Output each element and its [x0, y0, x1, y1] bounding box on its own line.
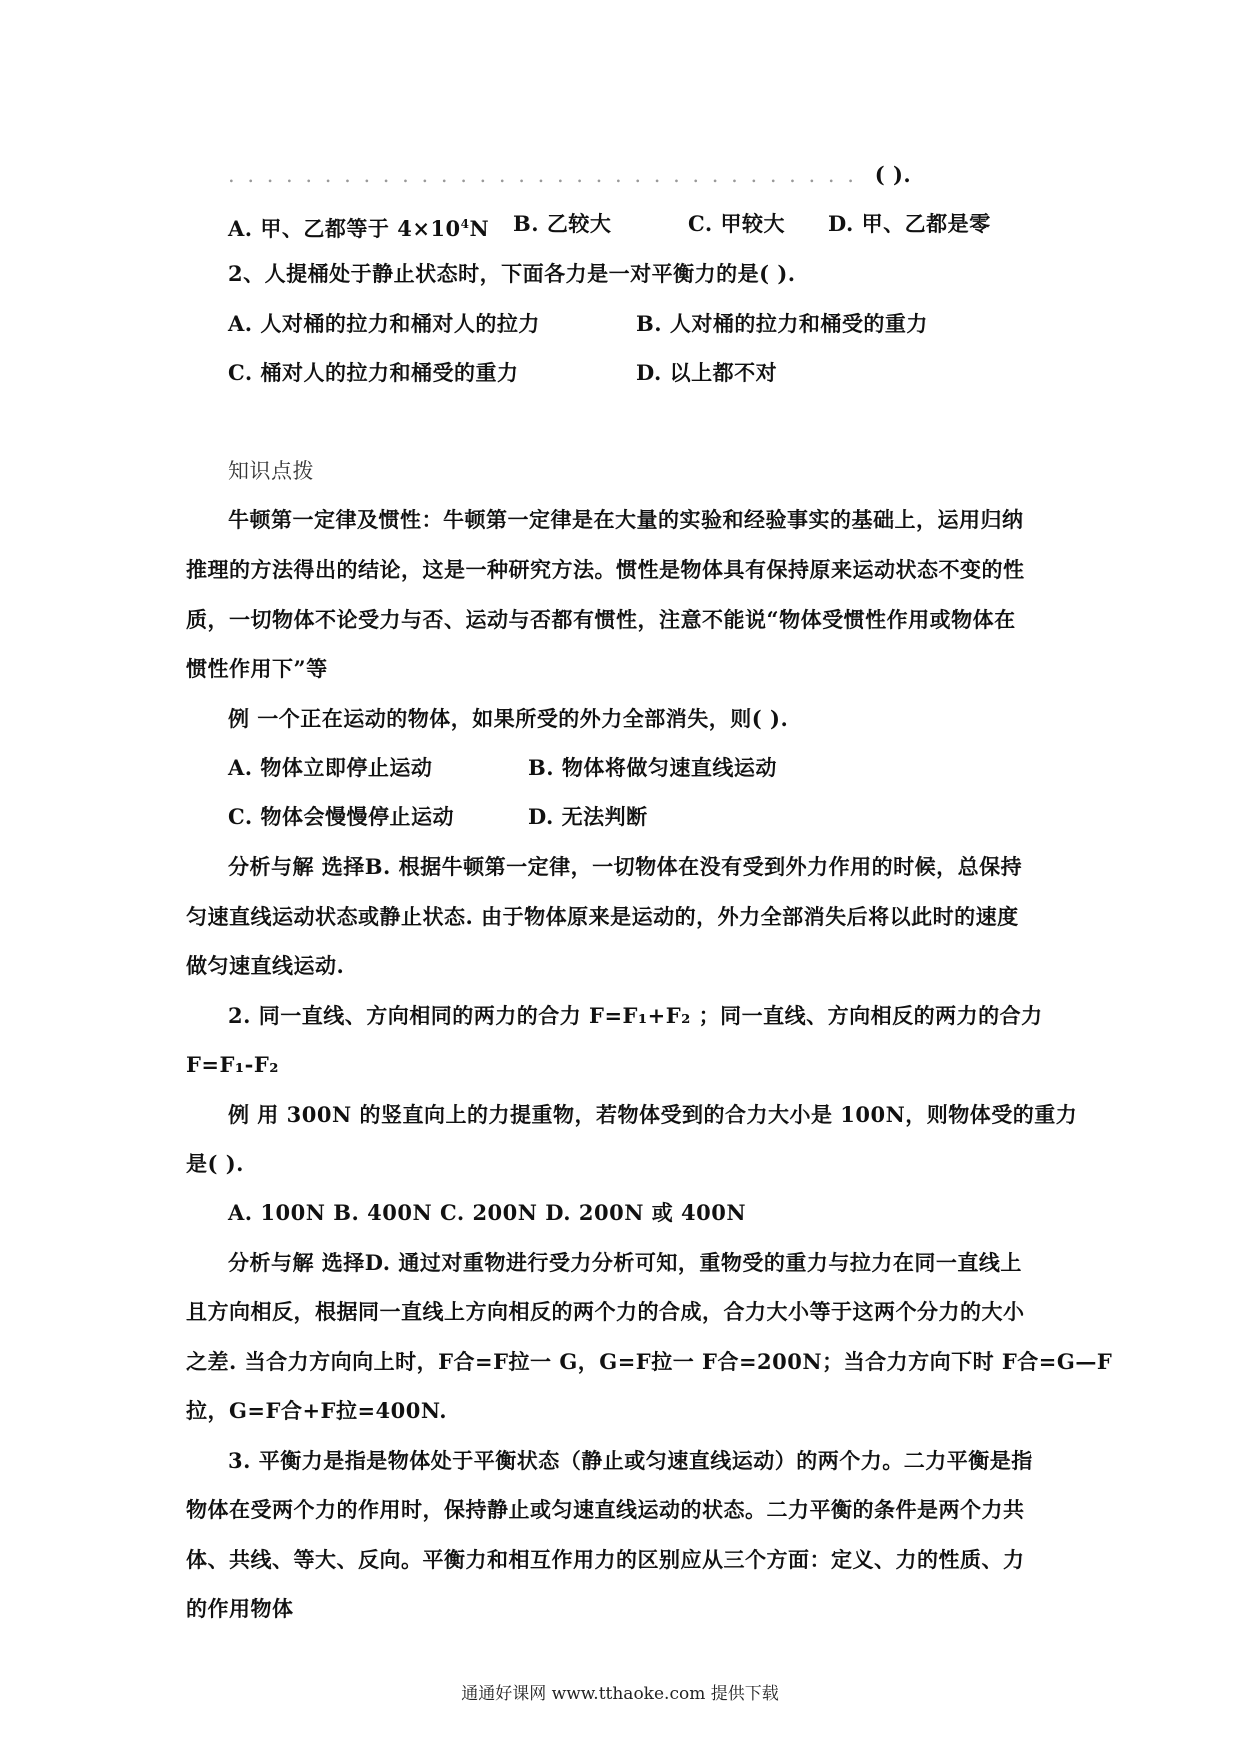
solution2-line3: 之差. 当合力方向向上时，F合=F拉一 G，G=F拉一 F合=200N；当合力方向下时 F合=G—F: [186, 1349, 1113, 1374]
option-d: D. 无法判断: [528, 804, 648, 829]
option-d: D. 以上都不对: [636, 360, 778, 385]
q1-options: [228, 209, 991, 244]
solution1-line1: 分析与解 选择B. 根据牛顿第一定律，一切物体在没有受到外力作用的时候，总保持: [228, 854, 1023, 879]
section-title: 知识点拨: [228, 459, 314, 483]
option-c: C. 物体会慢慢停止运动: [228, 804, 454, 829]
option-d: D. 甲、乙都是零: [828, 211, 991, 236]
para1-line4: 惯性作用下”等: [186, 656, 328, 681]
point2-line1: 2. 同一直线、方向相同的两力的合力 F=F₁+F₂ ；同一直线、方向相反的两力的合力: [228, 1003, 1043, 1028]
q2-stem: 2、人提桶处于静止状态时，下面各力是一对平衡力的是( ).: [228, 261, 796, 286]
solution2-line2: 且方向相反，根据同一直线上方向相反的两个力的合成，合力大小等于这两个分力的大小: [186, 1299, 1025, 1324]
solution2-line4: 拉，G=F合+F拉=400N.: [186, 1398, 448, 1423]
para1-line1: 牛顿第一定律及惯性：牛顿第一定律是在大量的实验和经验事实的基础上，运用归纳: [228, 507, 1024, 532]
option-c: C. 桶对人的拉力和桶受的重力: [228, 360, 519, 385]
example2-line2: 是( ).: [186, 1151, 244, 1176]
example2-options: A. 100N B. 400N C. 200N D. 200N 或 400N: [228, 1200, 747, 1225]
page-footer: 通通好课网 www.tthaoke.com 提供下载: [461, 1684, 779, 1704]
solution1-line2: 匀速直线运动状态或静止状态. 由于物体原来是运动的，外力全部消失后将以此时的速度: [186, 904, 1019, 929]
q2-options-row1: [228, 309, 1028, 339]
option-b: B. 物体将做匀速直线运动: [528, 755, 777, 780]
point3-line3: 体、共线、等大、反向。平衡力和相互作用力的区别应从三个方面：定义、力的性质、力: [186, 1547, 1025, 1572]
leader-dots: . . . . . . . . . . . . . . . . . . . . . . . . . . . . . . . . .: [228, 163, 857, 187]
example2-line1: 例 用 300N 的竖直向上的力提重物，若物体受到的合力大小是 100N，则物体受的重力: [228, 1102, 1078, 1127]
example1-options-row1: [228, 753, 1028, 783]
point2-line2: F=F₁-F₂: [186, 1052, 279, 1077]
answer-paren: ( ).: [874, 162, 912, 187]
point3-line1: 3. 平衡力是指是物体处于平衡状态（静止或匀速直线运动）的两个力。二力平衡是指: [228, 1448, 1033, 1473]
para1-line2: 推理的方法得出的结论，这是一种研究方法。惯性是物体具有保持原来运动状态不变的性: [186, 557, 1025, 582]
option-a: A. 人对桶的拉力和桶对人的拉力: [228, 311, 540, 336]
point3-line2: 物体在受两个力的作用时，保持静止或匀速直线运动的状态。二力平衡的条件是两个力共: [186, 1497, 1025, 1522]
example1-stem: 例 一个正在运动的物体，如果所受的外力全部消失，则( ).: [228, 706, 789, 731]
option-b: B. 人对桶的拉力和桶受的重力: [636, 311, 928, 336]
q2-options-row2: [228, 358, 1028, 388]
option-a: A. 甲、乙都等于 $4\times 10^4N$: [228, 216, 490, 241]
example1-options-row2: [228, 802, 1028, 832]
q1-dots-line: [228, 160, 911, 190]
solution1-line3: 做匀速直线运动.: [186, 953, 345, 978]
option-b: B. 乙较大: [513, 211, 612, 236]
option-c: C. 甲较大: [688, 211, 785, 236]
solution2-line1: 分析与解 选择D. 通过对重物进行受力分析可知，重物受的重力与拉力在同一直线上: [228, 1250, 1022, 1275]
para1-line3: 质，一切物体不论受力与否、运动与否都有惯性，注意不能说“物体受惯性作用或物体在: [186, 607, 1016, 632]
point3-line4: 的作用物体: [186, 1596, 294, 1621]
option-a: A. 物体立即停止运动: [228, 755, 433, 780]
